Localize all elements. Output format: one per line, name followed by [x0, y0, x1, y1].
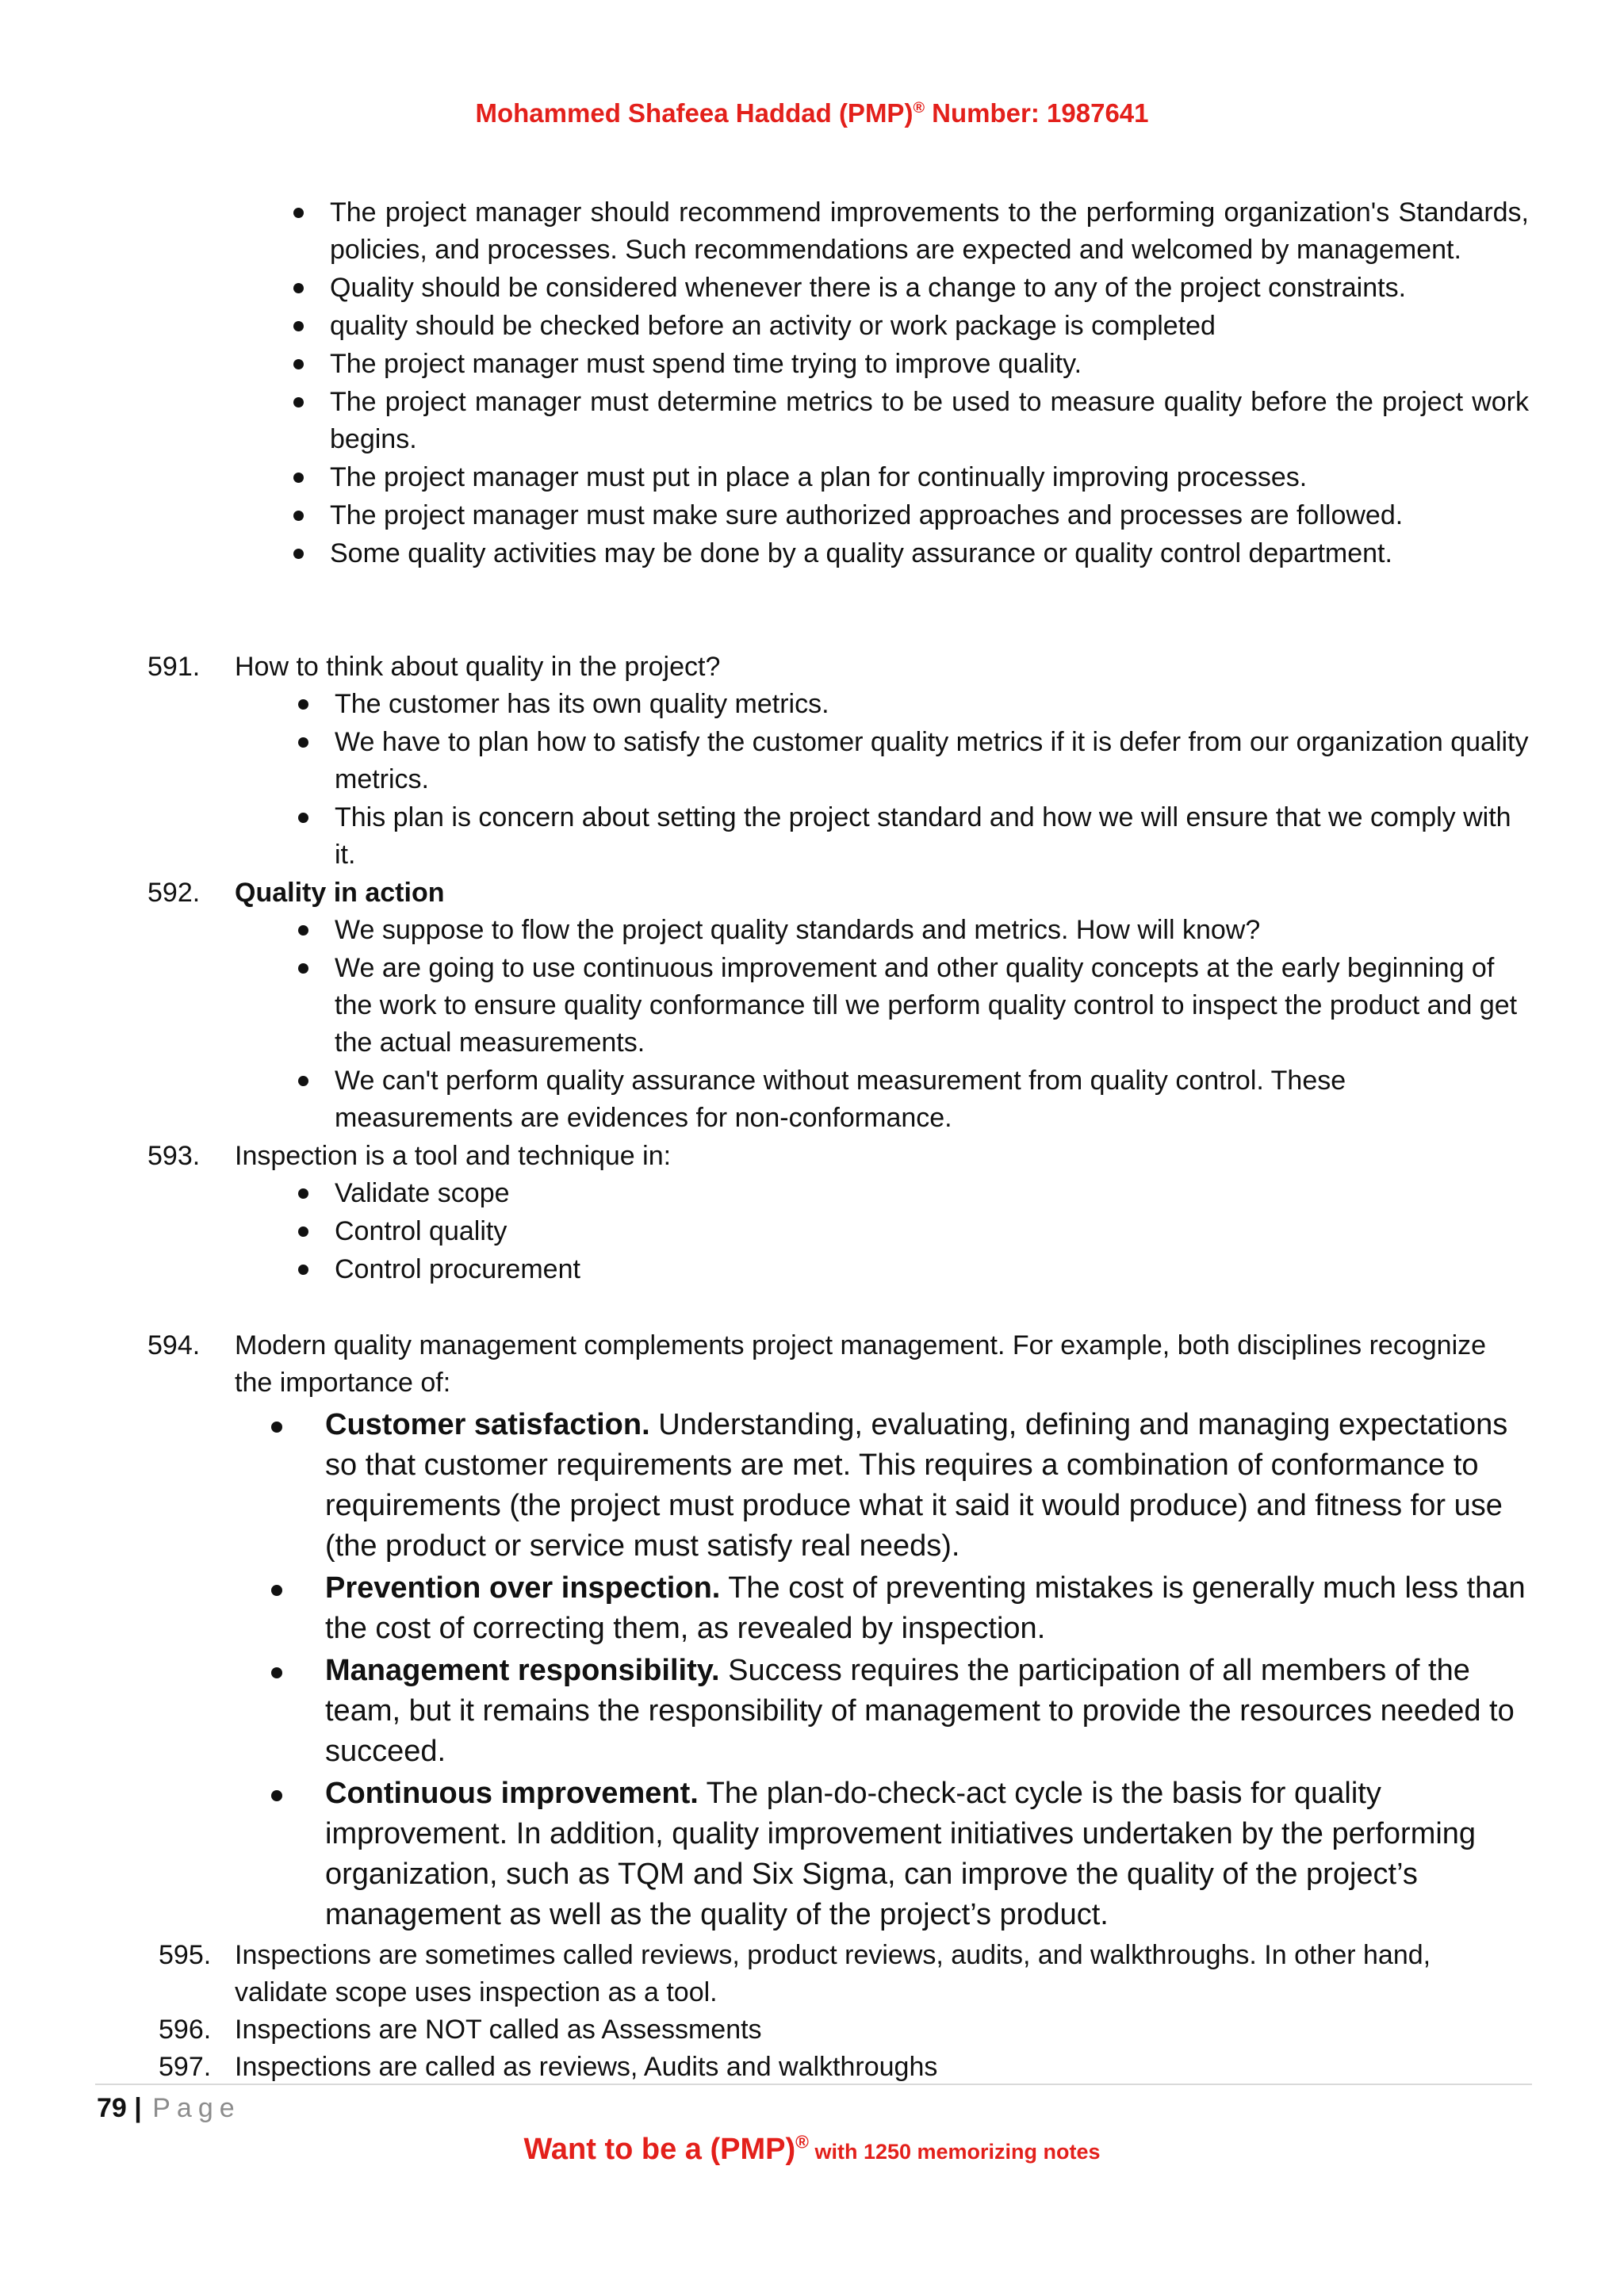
registered-mark: ® [913, 99, 925, 117]
list-item: Control procurement [298, 1251, 1530, 1288]
item-596 [143, 2011, 1530, 2049]
item-text: How to think about quality in the project? [235, 652, 721, 682]
list-item: We suppose to flow the project quality standards and metrics. How will know? [298, 912, 1530, 949]
page-number: 79 | Page [97, 2093, 241, 2123]
footer-promo [0, 2133, 1624, 2167]
list-item: The project manager must put in place a plan for continually improving processes. [293, 459, 1529, 496]
item-text: Inspections are sometimes called reviews, product reviews, audits, and walkthroughs. In other hand, validate scope uses inspection as a tool. [235, 1940, 1431, 2007]
spacer [143, 1289, 1530, 1327]
list-item: Continuous improvement. The plan-do-check-act cycle is the basis for quality improvement. In addition, quality improvement initiatives undertaken by the performing organization, such as TQM and Six Sigma, can improve the quality of the project’s management as well as the quality of the project’s product. [266, 1774, 1530, 1935]
item-number: 595. [159, 1940, 212, 1970]
top-bullet-list [293, 194, 1529, 573]
footer-divider [95, 2084, 1532, 2085]
item-number: 593. [147, 1141, 201, 1171]
list-item: Validate scope [298, 1175, 1530, 1212]
list-item: Some quality activities may be done by a quality assurance or quality control department. [293, 535, 1529, 572]
item-bullets [235, 1175, 1530, 1288]
item-593 [143, 1138, 1530, 1288]
header-number: Number: 1987641 [925, 98, 1149, 128]
promo-mark: ® [795, 2131, 809, 2152]
item-595 [143, 1937, 1530, 2011]
item-bullets [235, 1405, 1530, 1935]
item-text: Inspection is a tool and technique in: [235, 1141, 672, 1171]
list-item: Management responsibility. Success requires the participation of all members of the team, but it remains the responsibility of management to provide the resources needed to succeed. [266, 1651, 1530, 1772]
list-item: We can't perform quality assurance without measurement from quality control. These measurements are evidences for non-conformance. [298, 1062, 1530, 1137]
item-text: Inspections are called as reviews, Audits and walkthroughs [235, 2052, 938, 2082]
header-title: Mohammed Shafeea Haddad (PMP) [475, 98, 914, 128]
list-item: The customer has its own quality metrics. [298, 686, 1530, 723]
item-text: Modern quality management complements project management. For example, both disciplines recognize the importance of: [235, 1330, 1487, 1398]
item-number: 596. [159, 2015, 212, 2045]
item-591 [143, 649, 1530, 874]
list-item: Prevention over inspection. The cost of preventing mistakes is generally much less than the cost of correcting them, as revealed by inspection. [266, 1568, 1530, 1649]
item-597 [143, 2049, 1530, 2086]
item-594 [143, 1327, 1530, 1935]
list-item: We are going to use continuous improvement and other quality concepts at the early beginning of the work to ensure quality conformance till we perform quality control to inspect the product and get the actual measurements. [298, 950, 1530, 1062]
list-item: The project manager should recommend improvements to the performing organization's Standards, policies, and processes. Such recommendations are expected and welcomed by management. [293, 194, 1529, 269]
promo-small: with 1250 memorizing notes [808, 2140, 1101, 2164]
list-item: The project manager must determine metrics to be used to measure quality before the project work begins. [293, 384, 1529, 458]
item-number: 592. [147, 878, 201, 908]
list-item: Control quality [298, 1213, 1530, 1250]
item-bullets [235, 912, 1530, 1137]
item-text: Inspections are NOT called as Assessments [235, 2015, 762, 2045]
list-item: Customer satisfaction. Understanding, evaluating, defining and managing expectations so that customer requirements are met. This requires a combination of conformance to requirements (the project must produce what it said it would produce) and fitness for use (the product or service must satisfy real needs). [266, 1405, 1530, 1567]
list-item: We have to plan how to satisfy the customer quality metrics if it is defer from our organization quality metrics. [298, 724, 1530, 798]
list-item: The project manager must make sure authorized approaches and processes are followed. [293, 497, 1529, 534]
promo-main: Want to be a (PMP) [523, 2133, 796, 2166]
item-number: 591. [147, 652, 201, 682]
list-item: Quality should be considered whenever there is a change to any of the project constraints. [293, 270, 1529, 307]
item-bullets [235, 686, 1530, 874]
item-number: 597. [159, 2052, 212, 2082]
page-header [0, 98, 1624, 128]
list-item: quality should be checked before an activity or work package is completed [293, 308, 1529, 345]
numbered-list [143, 649, 1530, 2086]
list-item: This plan is concern about setting the project standard and how we will ensure that we comply with it. [298, 799, 1530, 874]
item-592 [143, 874, 1530, 1137]
list-item: The project manager must spend time trying to improve quality. [293, 346, 1529, 383]
item-title: Quality in action [235, 878, 445, 908]
item-number: 594. [147, 1330, 201, 1360]
